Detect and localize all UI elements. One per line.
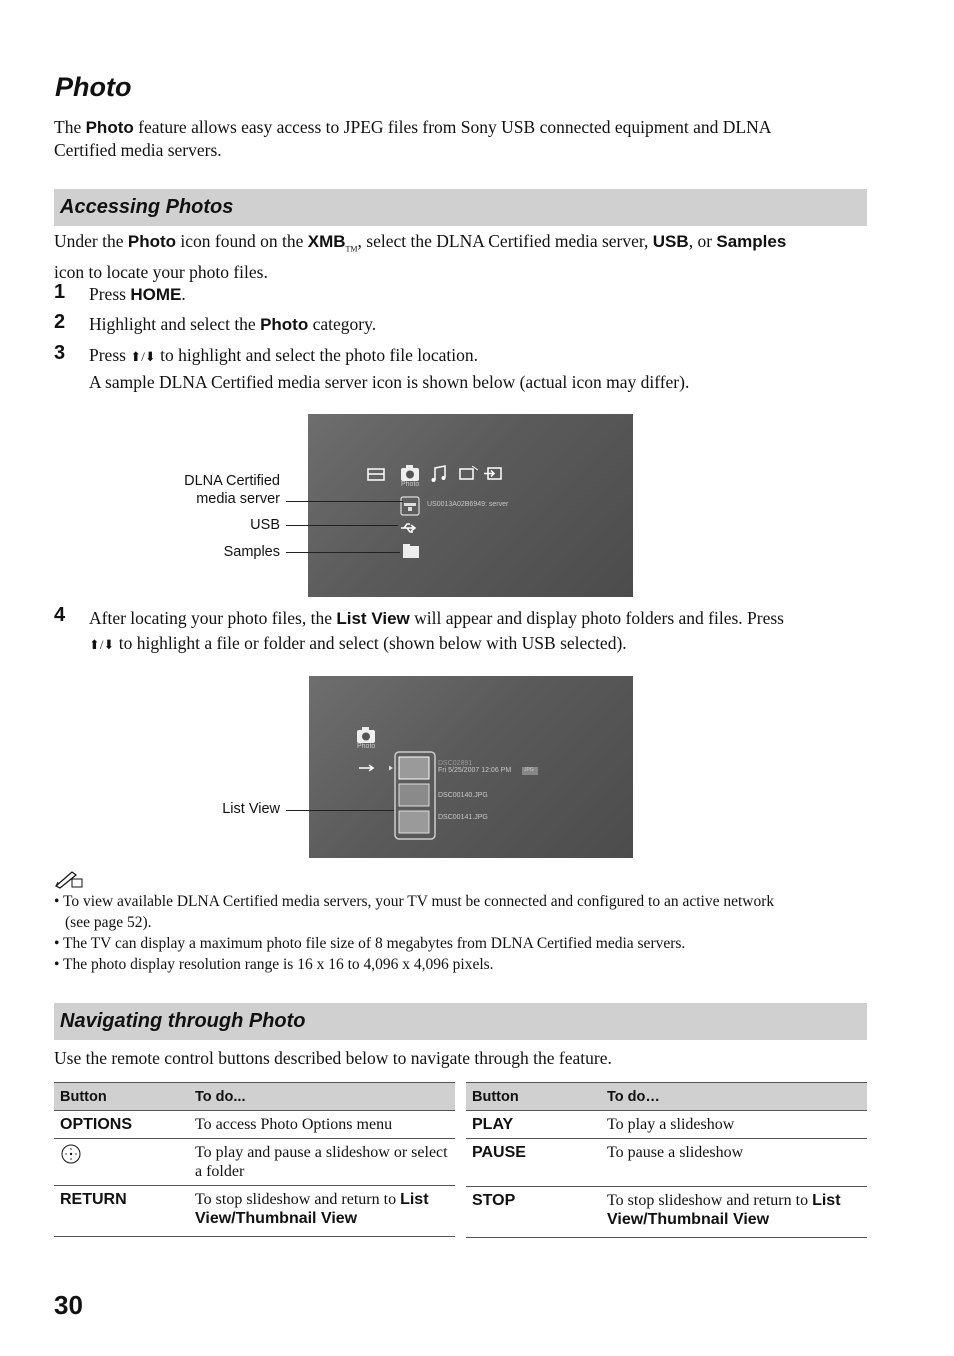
step-number: 4	[54, 604, 66, 626]
table-row	[54, 1139, 455, 1186]
button-cell: RETURN	[54, 1186, 189, 1237]
up-down-arrows-icon: ⬆/⬇	[89, 637, 115, 652]
leader-line	[286, 552, 400, 553]
accessing-paragraph: Under the Photo icon found on the $XMB_{TM}$, select the DLNA Certified media server, USB, or Samples icon to locate your photo files.	[54, 231, 787, 282]
todo-cell: To stop slideshow and return to List View/Thumbnail View	[601, 1187, 867, 1238]
photo-caption: Photo	[357, 743, 376, 750]
button-cell	[54, 1139, 189, 1186]
tv-icon	[460, 466, 478, 479]
server-name: US0013A02B6949: server	[427, 501, 509, 508]
list-view-screenshot	[309, 676, 633, 858]
camera-icon	[401, 465, 419, 481]
step-2-text: Highlight and select the Photo category.	[89, 314, 377, 334]
intro-text-2: feature allows easy access to JPEG files from Sony USB connected equipment and DLNA	[133, 117, 772, 137]
note-item: • The TV can display a maximum photo file size of 8 megabytes from DLNA Certified media servers.	[54, 935, 686, 952]
note-item: • To view available DLNA Certified media servers, your TV must be connected and configured to an active network	[54, 893, 775, 910]
intro-bold: Photo	[85, 118, 134, 137]
table-header-row	[466, 1083, 867, 1111]
step-number: 3	[54, 342, 66, 364]
intro-line2: Certified media servers.	[54, 140, 222, 160]
intro-text: The	[54, 117, 86, 137]
table-row	[466, 1111, 867, 1139]
file-type: JPG	[524, 767, 534, 773]
section-title: Navigating through Photo	[60, 1010, 306, 1032]
section-header-navigating	[54, 1003, 867, 1040]
file-name: DSC00141.JPG	[438, 814, 488, 821]
column-header: Button	[466, 1083, 601, 1111]
leader-line	[286, 501, 403, 502]
usb-icon	[401, 524, 415, 532]
samples-folder-icon	[403, 544, 419, 558]
step-number: 1	[54, 281, 66, 303]
camera-icon	[357, 727, 375, 743]
section-title: Accessing Photos	[60, 196, 234, 218]
file-meta: Fri 5/25/2007 12:06 PM	[438, 767, 512, 774]
callout-list-view: List View	[222, 801, 280, 817]
todo-cell: To play a slideshow	[601, 1111, 867, 1139]
callout-dlna: DLNA Certified media server	[184, 473, 280, 507]
button-table-right	[466, 1082, 867, 1238]
navigating-paragraph: Use the remote control buttons described below to navigate through the feature.	[54, 1048, 612, 1068]
note-pencil-icon	[54, 869, 84, 889]
table-row	[54, 1186, 455, 1237]
button-cell: STOP	[466, 1187, 601, 1238]
callout-samples: Samples	[223, 544, 280, 560]
left-arrow-icon	[389, 766, 393, 771]
table-row	[466, 1139, 867, 1187]
up-down-arrows-icon: ⬆/⬇	[130, 349, 156, 364]
file-name: DSC00140.JPG	[438, 792, 488, 799]
step-4-text: After locating your photo files, the List View will appear and display photo folders and files. Press ⬆/⬇ to highlight a file or folder and select (shown below with USB selected).	[89, 608, 784, 653]
todo-cell: To play and pause a slideshow or select a folder	[189, 1139, 455, 1186]
leader-line	[286, 810, 394, 811]
note-item-cont: (see page 52).	[65, 914, 152, 931]
table-row	[54, 1111, 455, 1139]
toolbox-icon	[368, 469, 384, 480]
todo-cell: To access Photo Options menu	[189, 1111, 455, 1139]
usb-icon	[359, 765, 373, 771]
thumbnail	[399, 811, 429, 833]
table-row	[466, 1187, 867, 1238]
music-icon	[432, 466, 446, 482]
leader-line	[286, 525, 398, 526]
column-header: To do…	[601, 1083, 867, 1111]
thumbnail	[399, 784, 429, 806]
center-button-icon	[60, 1143, 82, 1165]
button-cell: PAUSE	[466, 1139, 601, 1187]
button-table-left	[54, 1082, 455, 1237]
step-number: 2	[54, 311, 66, 333]
photo-caption: Photo	[401, 481, 420, 488]
section-header-accessing	[54, 189, 867, 226]
column-header: To do...	[189, 1083, 455, 1111]
todo-cell: To pause a slideshow	[601, 1139, 867, 1187]
callout-usb: USB	[250, 517, 280, 533]
column-header: Button	[54, 1083, 189, 1111]
button-cell: PLAY	[466, 1111, 601, 1139]
button-cell: OPTIONS	[54, 1111, 189, 1139]
todo-cell: To stop slideshow and return to List View/Thumbnail View	[189, 1186, 455, 1237]
note-item: • The photo display resolution range is 16 x 16 to 4,096 x 4,096 pixels.	[54, 956, 494, 973]
page-title: Photo	[55, 72, 132, 102]
file-name: DSC02891	[438, 760, 473, 767]
input-icon	[484, 468, 501, 479]
server-icon	[401, 497, 419, 515]
xmb-screenshot	[308, 414, 633, 597]
table-header-row	[54, 1083, 455, 1111]
page-number: 30	[54, 1290, 83, 1320]
thumbnail	[399, 757, 429, 779]
step-1-text: Press HOME.	[89, 284, 186, 304]
step-3-text: Press ⬆/⬇ to highlight and select the photo file location. A sample DLNA Certified media server icon is shown below (actual icon may differ).	[89, 345, 690, 392]
intro-paragraph	[54, 116, 914, 161]
